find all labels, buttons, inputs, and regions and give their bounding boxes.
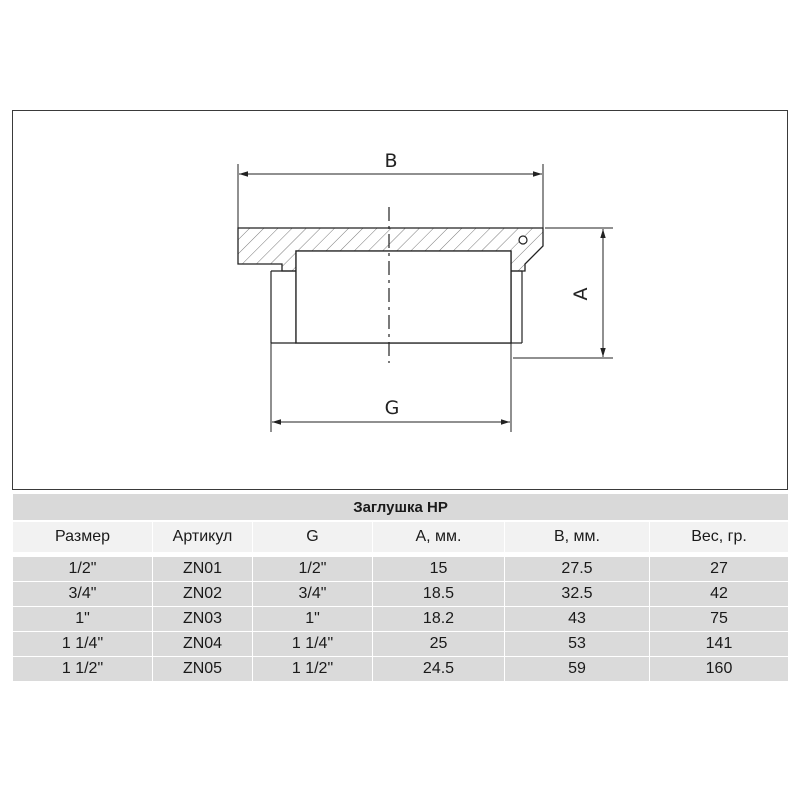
cell-g: 3/4": [253, 582, 373, 607]
dimension-a-label: A: [570, 287, 592, 301]
column-header-article: Артикул: [153, 521, 253, 553]
table-row: [13, 607, 789, 632]
flange-hole: [519, 236, 527, 244]
cell-size: 3/4": [13, 582, 153, 607]
cell-article: ZN02: [153, 582, 253, 607]
cell-g: 1/2": [253, 557, 373, 582]
cell-a: 24.5: [373, 657, 505, 682]
cell-b: 32.5: [505, 582, 650, 607]
cell-a: 25: [373, 632, 505, 657]
dimension-b-label: B: [384, 150, 398, 172]
cell-b: 59: [505, 657, 650, 682]
dimension-g-label: G: [384, 397, 400, 419]
cell-weight: 75: [650, 607, 789, 632]
table-header-row: [13, 521, 789, 553]
table-row: [13, 657, 789, 682]
table-title: Заглушка НР: [13, 494, 789, 522]
cell-g: 1 1/4": [253, 632, 373, 657]
table-row: [13, 632, 789, 657]
cell-a: 18.2: [373, 607, 505, 632]
cell-weight: 141: [650, 632, 789, 657]
cell-weight: 42: [650, 582, 789, 607]
plug-cross-section-drawing: [13, 111, 789, 491]
cell-b: 53: [505, 632, 650, 657]
table-row: [13, 557, 789, 582]
cell-b: 43: [505, 607, 650, 632]
cell-b: 27.5: [505, 557, 650, 582]
cell-size: 1/2": [13, 557, 153, 582]
specification-table: [12, 493, 789, 682]
cell-size: 1": [13, 607, 153, 632]
technical-drawing-frame: [12, 110, 788, 490]
cell-article: ZN05: [153, 657, 253, 682]
column-header-a: A, мм.: [373, 521, 505, 553]
column-header-weight: Вес, гр.: [650, 521, 789, 553]
cell-weight: 160: [650, 657, 789, 682]
cell-size: 1 1/2": [13, 657, 153, 682]
column-header-size: Размер: [13, 521, 153, 553]
inner-bore: [296, 251, 511, 343]
cell-article: ZN01: [153, 557, 253, 582]
cell-size: 1 1/4": [13, 632, 153, 657]
cell-g: 1": [253, 607, 373, 632]
cell-article: ZN03: [153, 607, 253, 632]
column-header-b: B, мм.: [505, 521, 650, 553]
cell-a: 15: [373, 557, 505, 582]
cell-g: 1 1/2": [253, 657, 373, 682]
cell-weight: 27: [650, 557, 789, 582]
cell-a: 18.5: [373, 582, 505, 607]
cell-article: ZN04: [153, 632, 253, 657]
table-row: [13, 582, 789, 607]
column-header-g: G: [253, 521, 373, 553]
